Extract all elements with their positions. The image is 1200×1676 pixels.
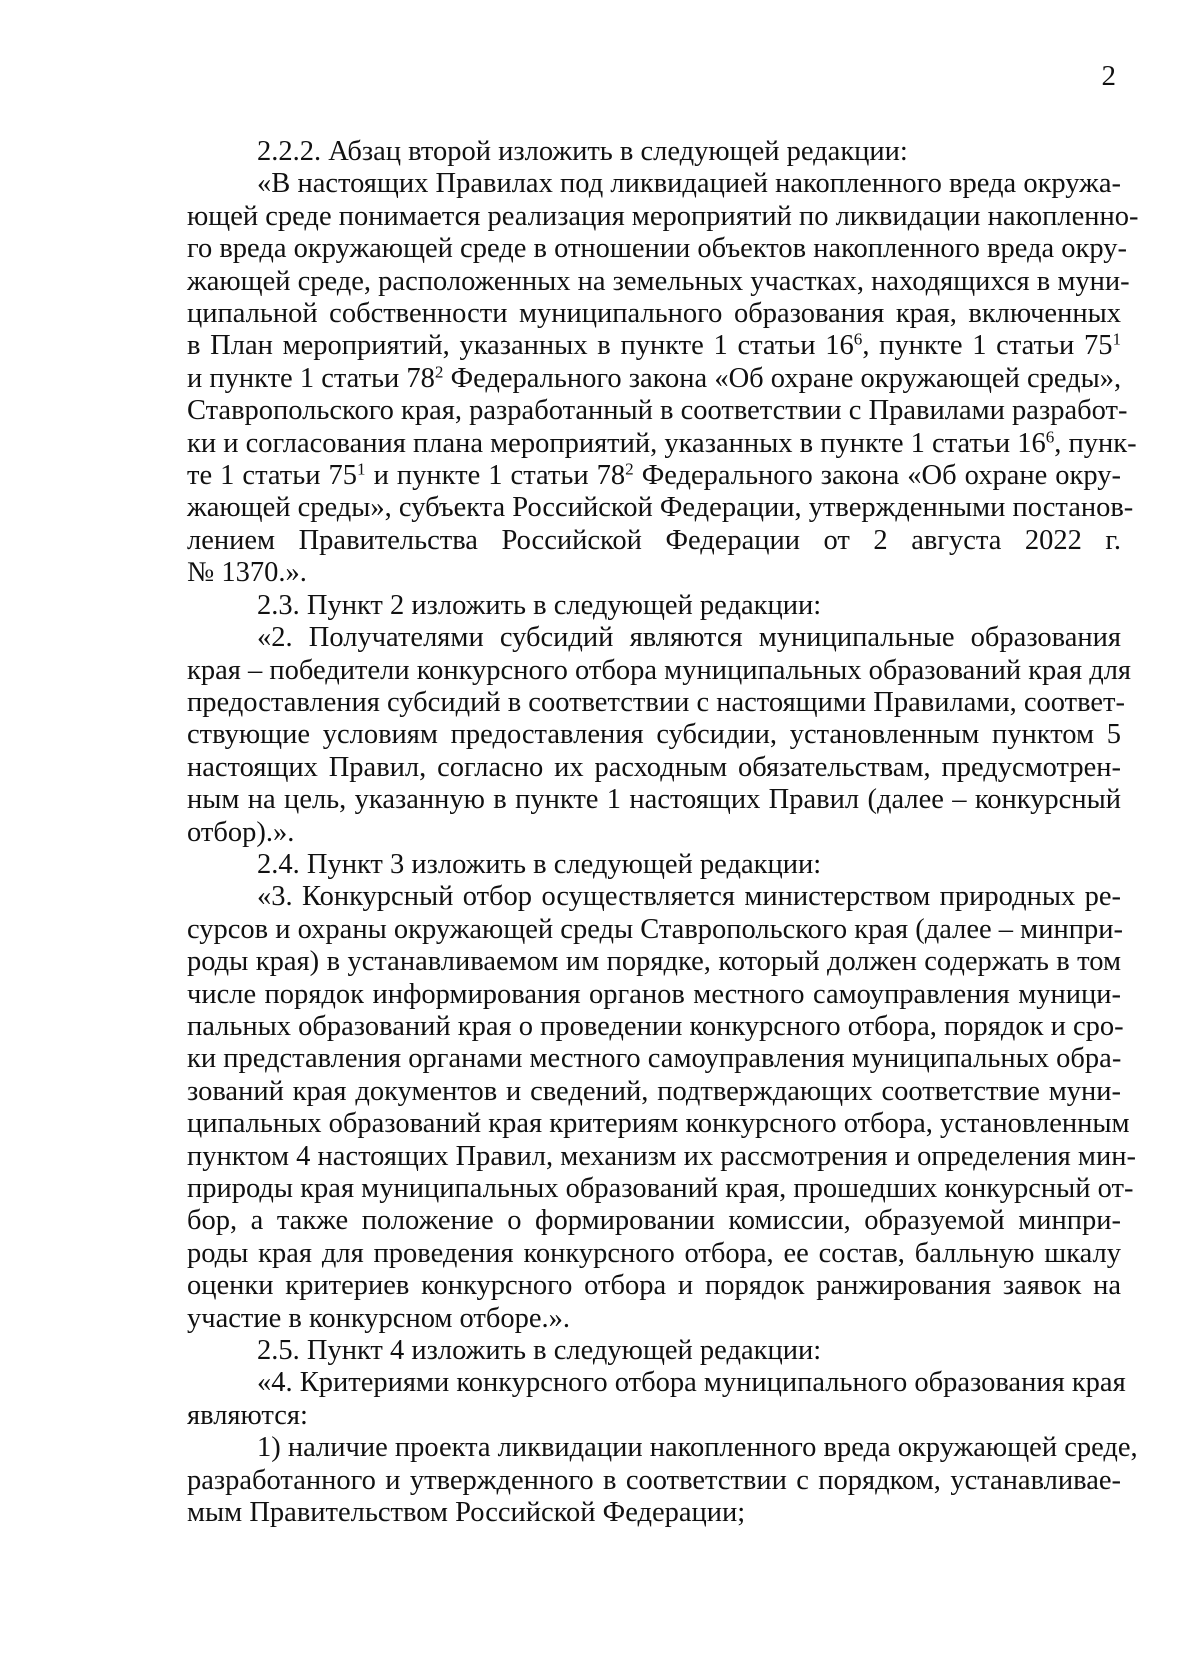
text-line: 2.5. Пункт 4 изложить в следующей редакции: (257, 1335, 822, 1367)
text-line: бор, а также положение о формировании комиссии, образуемой минпри- (187, 1205, 1121, 1237)
text-line: сурсов и охраны окружающей среды Ставропольского края (далее – минпри- (187, 913, 1123, 945)
text-line: природы края муниципальных образований края, прошедших конкурсный от- (187, 1173, 1134, 1204)
text-line: числе порядок информирования органов местного самоуправления муници- (187, 978, 1121, 1010)
text-line: жающей среде, расположенных на земельных участках, находящихся в муни- (187, 265, 1130, 297)
text-line: ципальной собственности муниципального образования края, включенных (187, 298, 1121, 330)
document-body (187, 136, 1139, 1529)
text-line: пальных образований края о проведении конкурсного отбора, порядок и сро- (187, 1010, 1124, 1042)
text-line: лением Правительства Российской Федерации от 2 августа 2022 г. (187, 524, 1121, 556)
text-line: роды края) в устанавливаемом им порядке, который должен содержать в том (187, 946, 1121, 978)
paragraph-p2 (187, 168, 1139, 589)
text-line: участие в конкурсном отборе.». (187, 1302, 571, 1334)
text-line: ным на цель, указанную в пункте 1 настоящих Правил (далее – конкурсный (187, 784, 1121, 816)
text-line: роды края для проведения конкурсного отбора, ее состав, балльную шкалу (187, 1237, 1121, 1269)
text-line: предоставления субсидий в соответствии с настоящими Правилами, соответ- (187, 686, 1125, 718)
text-line: являются: (187, 1399, 308, 1431)
text-line: и пункте 1 статьи $78^2$ Федерального закона «Об охране окружающей среды», (187, 362, 1122, 394)
text-line: 1) наличие проекта ликвидации накопленного вреда окружающей среде, (257, 1432, 1138, 1464)
paragraph-p3 (187, 590, 1121, 622)
text-line: ющей среде понимается реализация мероприятий по ликвидации накопленно- (187, 200, 1139, 232)
text-line: 2.4. Пункт 3 изложить в следующей редакции: (257, 848, 822, 880)
text-line: пунктом 4 настоящих Правил, механизм их рассмотрения и определения мин- (187, 1140, 1136, 1172)
text-line: оценки критериев конкурсного отбора и порядок ранжирования заявок на (187, 1270, 1121, 1302)
text-line: края – победители конкурсного отбора муниципальных образований края для (187, 654, 1132, 686)
text-line: разработанного и утвержденного в соответствии с порядком, устанавливае- (187, 1464, 1121, 1496)
text-line: мым Правительством Российской Федерации; (187, 1497, 746, 1529)
paragraph-p4 (187, 622, 1132, 849)
text-line: «3. Конкурсный отбор осуществляется министерством природных ре- (257, 881, 1121, 913)
text-line: отбор).». (187, 816, 295, 848)
page-number: 2 (1101, 60, 1116, 92)
text-line: настоящих Правил, согласно их расходным обязательствам, предусмотрен- (187, 751, 1121, 783)
text-line: ципальных образований края критериям конкурсного отбора, установленным (187, 1108, 1130, 1140)
paragraph-p1 (187, 136, 1121, 168)
text-line: «4. Критериями конкурсного отбора муниципального образования края (257, 1367, 1126, 1399)
text-line: 2.2.2. Абзац второй изложить в следующей редакции: (257, 136, 908, 167)
text-line: зований края документов и сведений, подтверждающих соответствие муни- (187, 1075, 1121, 1107)
paragraph-p5 (187, 849, 1121, 881)
text-line: го вреда окружающей среде в отношении объектов накопленного вреда окру- (187, 233, 1127, 265)
text-line: Ставропольского края, разработанный в соответствии с Правилами разработ- (187, 395, 1128, 427)
text-line: ки представления органами местного самоуправления муниципальных обра- (187, 1043, 1122, 1075)
text-line: жающей среды», субъекта Российской Федерации, утвержденными постанов- (187, 492, 1134, 524)
text-line: ки и согласования плана мероприятий, указанных в пункте 1 статьи $16^6$, пунк- (187, 427, 1137, 459)
text-line: 2.3. Пункт 2 изложить в следующей редакции: (257, 589, 822, 621)
paragraph-p8 (187, 1367, 1126, 1432)
text-line: ствующие условиям предоставления субсидии, установленным пунктом 5 (187, 719, 1121, 751)
text-line: в План мероприятий, указанных в пункте 1 статьи $16^6$, пункте 1 статьи $75^1$ (187, 330, 1121, 362)
text-line: «В настоящих Правилах под ликвидацией накопленного вреда окружа- (257, 168, 1121, 200)
paragraph-p6 (187, 881, 1136, 1335)
paragraph-p9 (187, 1432, 1138, 1529)
text-line: те 1 статьи $75^1$ и пункте 1 статьи $78^2$ Федерального закона «Об охране окру- (187, 459, 1121, 492)
text-line: «2. Получателями субсидий являются муниципальные образования (257, 622, 1121, 654)
text-line: № 1370.». (187, 557, 307, 589)
paragraph-p7 (187, 1335, 1121, 1367)
